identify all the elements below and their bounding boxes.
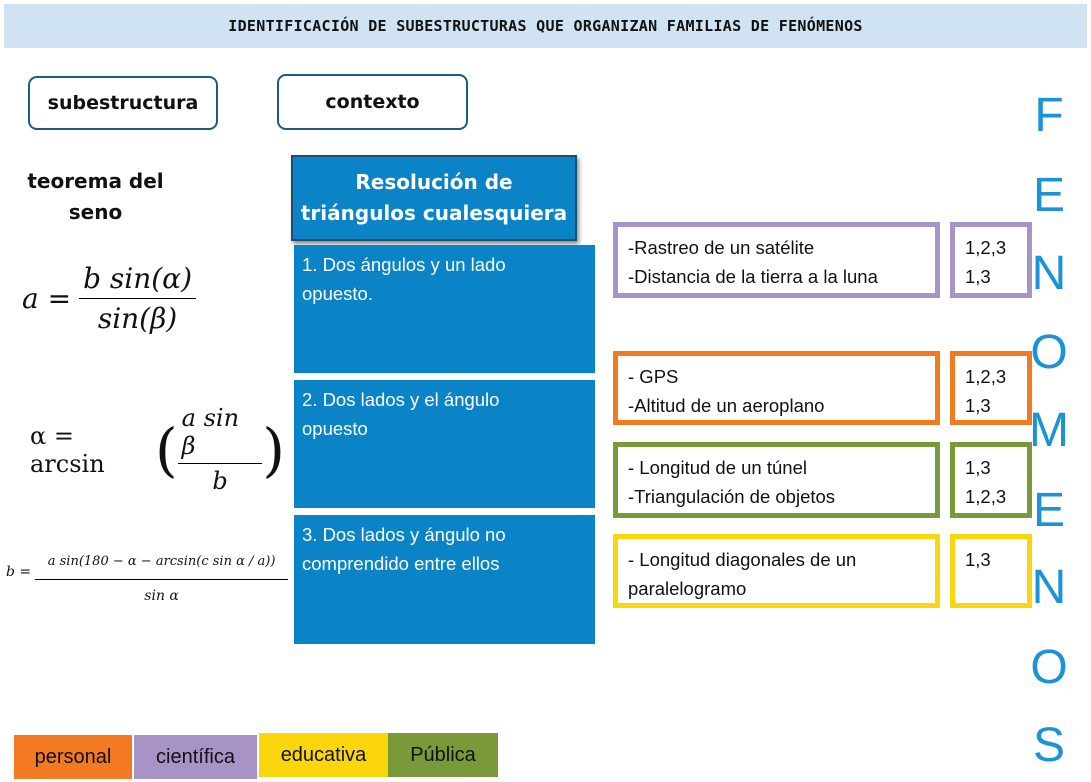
case-codes-box-educational [950,534,1032,608]
case-box-1 [294,245,595,373]
formula-law-of-sines [22,262,282,335]
vertical-letter: O [1030,326,1068,379]
formula-1-fraction [79,262,196,335]
vertical-letter: E [1032,484,1065,537]
case-box-3 [294,515,595,644]
case-code: 1,2,3 [965,486,1007,507]
right-paren: ) [262,415,285,484]
phenomenon-line: -Altitud de un aeroplano [628,395,825,416]
formula-1-numerator: b sin(α) [79,262,196,299]
formula-1-denominator: sin(β) [97,302,178,335]
phenomenon-line: -Distancia de la tierra a la luna [628,266,878,287]
case-3-line2: comprendido entre ellos [302,553,500,574]
case-code: 1,3 [965,395,991,416]
case-2-line2: opuesto [302,418,368,439]
case-3-line1: 3. Dos lados y ángulo no [302,524,506,545]
case-code: 1,2,3 [965,366,1007,387]
case-codes-box-personal [950,351,1032,425]
case-box-2 [294,380,595,508]
formula-2-numerator: a sin β [178,404,263,464]
vertical-letter: M [1029,404,1069,457]
case-codes-box-scientific [950,222,1032,298]
case-2-line1: 2. Dos lados y el ángulo [302,389,500,410]
vertical-letter: O [1030,641,1068,694]
formula-arcsin [30,404,285,495]
phenomena-box-scientific [613,222,940,298]
vertical-letter: E [1032,169,1065,222]
phenomenon-line: - GPS [628,366,679,387]
formula-3-numerator: a sin(180 − α − arcsin(c sin α / a)) [35,540,288,580]
left-paren: ( [155,415,178,484]
context-title [291,155,577,241]
case-1-line2: opuesto. [302,283,373,304]
legend-educativa: educativa [259,733,388,777]
vertical-letter: F [1034,89,1064,142]
case-1-line1: 1. Dos ángulos y un lado [302,254,506,275]
legend-publica: Pública [388,733,498,777]
formula-2-denominator: b [212,467,228,495]
formula-2-lhs: α = arcsin [30,421,105,478]
phenomenon-line: -Triangulación de objetos [628,486,836,507]
vertical-letter: S [1032,719,1065,772]
subestructura-label: subestructura [28,76,218,130]
case-code: 1,3 [965,457,991,478]
phenomena-box-personal [613,351,940,425]
formula-3-lhs: b = [6,564,32,580]
phenomena-box-educational [613,534,940,608]
phenomenon-line: - Longitud diagonales de un [628,549,857,570]
formula-1-lhs: a = [22,282,72,315]
formula-2-fraction [178,404,263,495]
theorem-title-line2: seno [68,200,123,224]
context-title-line2: triángulos cualesquiera [300,201,568,225]
theorem-title-line1: teorema del [27,169,164,193]
legend-personal: personal [14,735,132,779]
context-title-line1: Resolución de [355,170,513,194]
page-title: IDENTIFICACIÓN DE SUBESTRUCTURAS QUE ORGANIZAN FAMILIAS DE FENÓMENOS [4,4,1087,48]
phenomenon-line: - Longitud de un túnel [628,457,807,478]
legend-cientifica: científica [134,735,257,779]
phenomenon-line: -Rastreo de un satélite [628,237,815,258]
phenomenon-line: paralelogramo [628,578,747,599]
theorem-title [18,166,173,228]
phenomena-box-public [613,442,940,518]
contexto-label: contexto [277,74,468,130]
case-code: 1,2,3 [965,237,1007,258]
vertical-letter: N [1031,247,1067,300]
formula-3-denominator: sin α [144,588,179,604]
formula-side-b [6,540,288,604]
formula-3-fraction [35,540,288,604]
case-code: 1,3 [965,549,991,570]
case-codes-box-public [950,442,1032,518]
case-code: 1,3 [965,266,991,287]
vertical-letter: N [1031,561,1067,614]
